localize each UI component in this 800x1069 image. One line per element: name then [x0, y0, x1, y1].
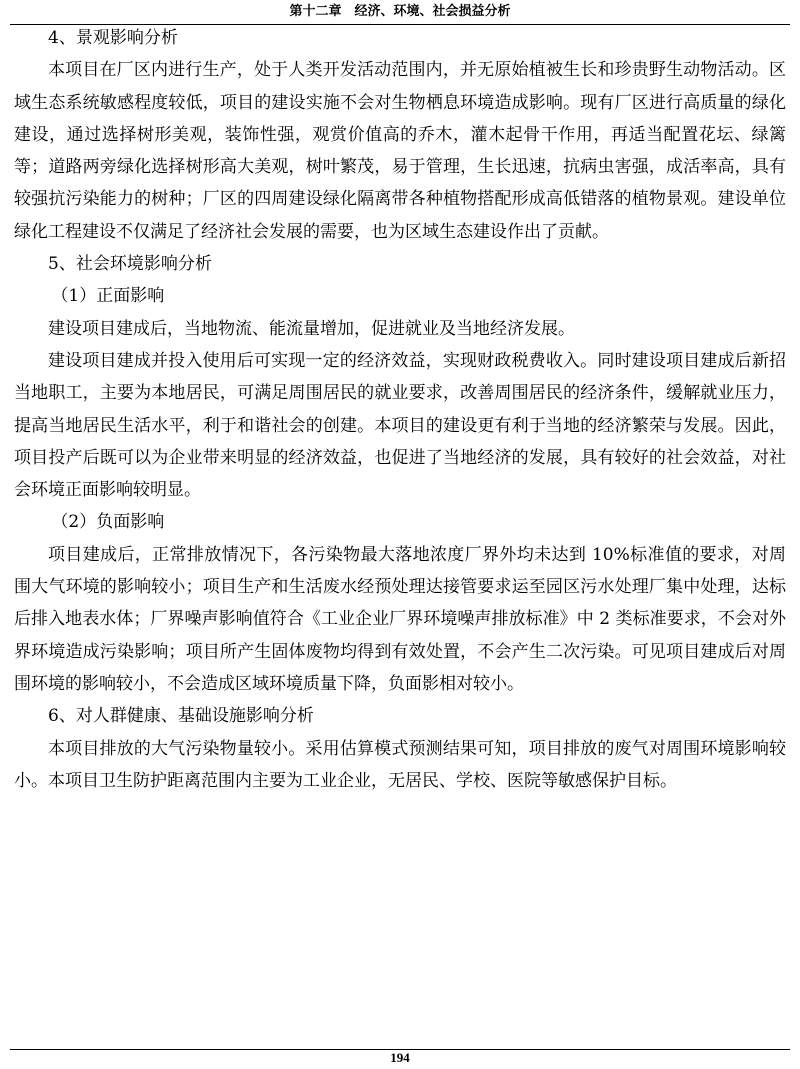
- paragraph: 本项目排放的大气污染物量较小。采用估算模式预测结果可知，项目排放的废气对周围环境影响较小。本项目卫生防护距离范围内主要为工业企业，无居民、学校、医院等敏感保护目标。: [14, 738, 786, 791]
- section-heading: 6、对人群健康、基础设施影响分析: [48, 706, 314, 727]
- chapter-title: 第十二章 经济、环境、社会损益分析: [289, 4, 511, 19]
- paragraph: 建设项目建成并投入使用后可实现一定的经济效益，实现财政税费收入。同时建设项目建成后新招当地职工，主要为本地居民，可满足周围居民的就业要求，改善周围居民的经济条件，缓解就业压力，提高当地居民生活水平，利于和谐社会的创建。本项目的建设更有利于当地的经济繁荣与发展。因此，项目投产后既可以为企业带来明显的经济效益，也促进了当地经济的发展，具有较好的社会效益，对社会环境正面影响较明显。: [14, 350, 786, 501]
- paragraph: 建设项目建成后，当地物流、能流量增加，促进就业及当地经济发展。: [48, 318, 575, 339]
- subsection-heading: （1）正面影响: [51, 286, 165, 307]
- section-heading: 4、景观影响分析: [48, 28, 178, 48]
- document-body: [14, 22, 786, 797]
- page-number: 194: [390, 1050, 410, 1065]
- subsection-heading: （2）负面影响: [51, 512, 165, 533]
- section-heading: 5、社会环境影响分析: [48, 254, 212, 275]
- paragraph: 本项目在厂区内进行生产，处于人类开发活动范围内，并无原始植被生长和珍贵野生动物活动。区域生态系统敏感程度较低，项目的建设实施不会对生物栖息环境造成影响。现有厂区进行高质量的绿化建设，通过选择树形美观，装饰性强，观赏价值高的乔木，灌木起骨干作用，再适当配置花坛、绿篱等；道路两旁绿化选择树形高大美观，树叶繁茂，易于管理，生长迅速，抗病虫害强，成活率高，具有较强抗污染能力的树种；厂区的四周建设绿化隔离带各种植物搭配形成高低错落的植物景观。建设单位绿化工程建设不仅满足了经济社会发展的需要，也为区域生态建设作出了贡献。: [14, 60, 786, 242]
- paragraph: 项目建成后，正常排放情况下，各污染物最大落地浓度厂界外均未达到 10%标准值的要求，对周围大气环境的影响较小；项目生产和生活废水经预处理达接管要求运至园区污水处理厂集中处理，达标后排入地表水体；厂界噪声影响值符合《工业企业厂界环境噪声排放标准》中 2 类标准要求，不会对外界环境造成污染影响；项目所产生固体废物均得到有效处置，不会产生二次污染。可见项目建成后对周围环境的影响较小，不会造成区域环境质量下降，负面影相对较小。: [14, 544, 786, 694]
